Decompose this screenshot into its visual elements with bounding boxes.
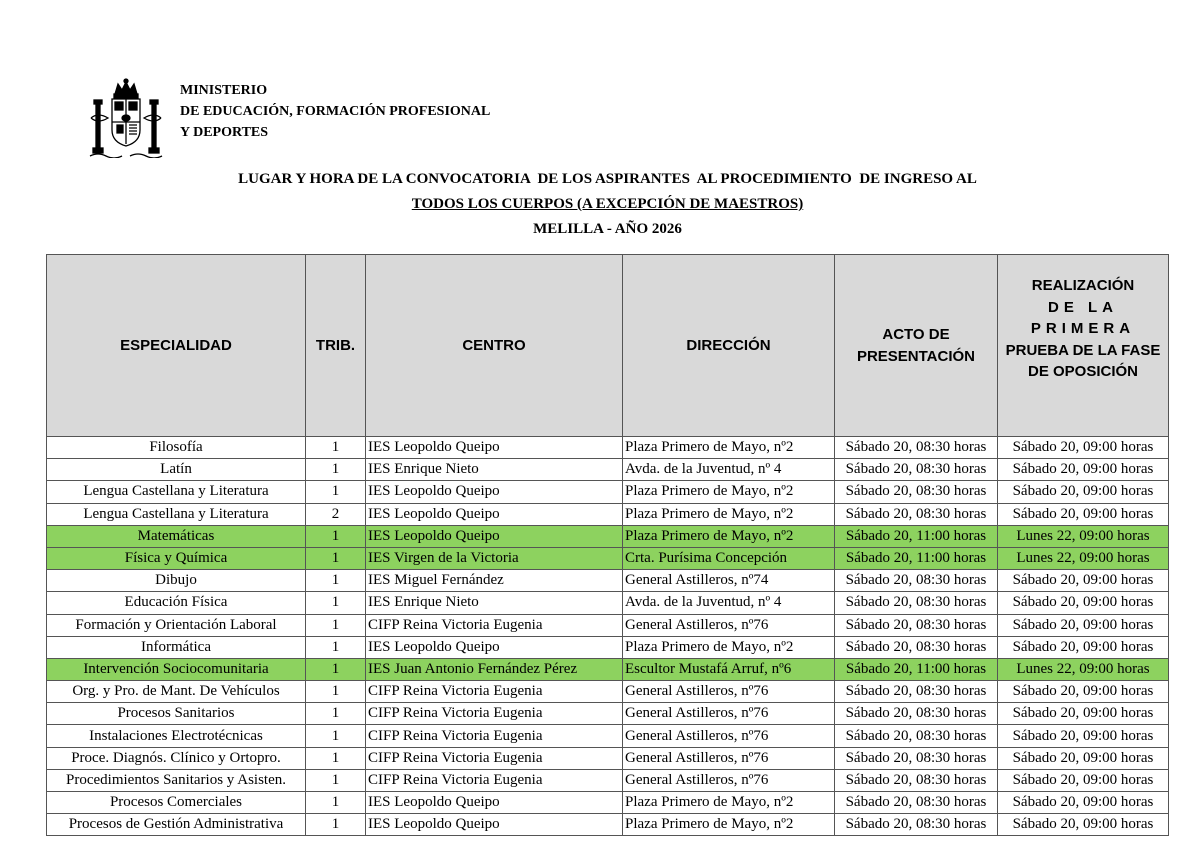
cell-direccion: General Astilleros, nº74	[623, 570, 835, 592]
table-row	[47, 459, 1169, 481]
header-realizacion-line-3: PRIMERA	[1030, 320, 1136, 337]
cell-prueba: Sábado 20, 09:00 horas	[998, 703, 1169, 725]
title-line-1: LUGAR Y HORA DE LA CONVOCATORIA DE LOS ASPIRANTES AL PROCEDIMIENTO DE INGRESO AL	[238, 171, 977, 187]
cell-acto: Sábado 20, 11:00 horas	[835, 525, 998, 547]
cell-especialidad: Intervención Sociocomunitaria	[47, 658, 306, 680]
cell-centro: CIFP Reina Victoria Eugenia	[366, 681, 623, 703]
cell-prueba: Sábado 20, 09:00 horas	[998, 636, 1169, 658]
cell-trib: 1	[306, 570, 366, 592]
header-direccion: DIRECCIÓN	[623, 255, 835, 437]
cell-trib: 1	[306, 459, 366, 481]
header-especialidad: ESPECIALIDAD	[47, 255, 306, 437]
cell-prueba: Sábado 20, 09:00 horas	[998, 570, 1169, 592]
table-row	[47, 437, 1169, 459]
cell-acto: Sábado 20, 08:30 horas	[835, 614, 998, 636]
table-row	[47, 658, 1169, 680]
ministry-line-3: Y DEPORTES	[180, 125, 269, 140]
header-realizacion-line-4: PRUEBA DE LA FASE DE OPOSICIÓN	[1005, 341, 1161, 380]
cell-prueba: Sábado 20, 09:00 horas	[998, 725, 1169, 747]
cell-especialidad: Matemáticas	[47, 525, 306, 547]
cell-direccion: Plaza Primero de Mayo, nº2	[623, 636, 835, 658]
cell-especialidad: Procedimientos Sanitarios y Asisten.	[47, 769, 306, 791]
cell-acto: Sábado 20, 08:30 horas	[835, 503, 998, 525]
cell-especialidad: Procesos Sanitarios	[47, 703, 306, 725]
cell-centro: IES Miguel Fernández	[366, 570, 623, 592]
table-row	[47, 481, 1169, 503]
cell-trib: 1	[306, 725, 366, 747]
table-row	[47, 814, 1169, 836]
table-row	[47, 703, 1169, 725]
cell-especialidad: Proce. Diagnós. Clínico y Ortopro.	[47, 747, 306, 769]
header-centro: CENTRO	[366, 255, 623, 437]
cell-centro: IES Enrique Nieto	[366, 459, 623, 481]
convocatoria-table	[46, 254, 1169, 836]
table-row	[47, 747, 1169, 769]
cell-prueba: Lunes 22, 09:00 horas	[998, 525, 1169, 547]
cell-trib: 1	[306, 681, 366, 703]
cell-centro: IES Enrique Nieto	[366, 592, 623, 614]
cell-trib: 1	[306, 547, 366, 569]
cell-centro: CIFP Reina Victoria Eugenia	[366, 747, 623, 769]
cell-direccion: General Astilleros, nº76	[623, 614, 835, 636]
cell-trib: 1	[306, 481, 366, 503]
cell-direccion: General Astilleros, nº76	[623, 703, 835, 725]
table-row	[47, 725, 1169, 747]
cell-direccion: Escultor Mustafá Arruf, nº6	[623, 658, 835, 680]
cell-acto: Sábado 20, 08:30 horas	[835, 703, 998, 725]
cell-especialidad: Instalaciones Electrotécnicas	[47, 725, 306, 747]
cell-direccion: Plaza Primero de Mayo, nº2	[623, 792, 835, 814]
cell-acto: Sábado 20, 08:30 horas	[835, 570, 998, 592]
cell-direccion: Plaza Primero de Mayo, nº2	[623, 481, 835, 503]
table-row	[47, 769, 1169, 791]
table-row	[47, 592, 1169, 614]
cell-centro: CIFP Reina Victoria Eugenia	[366, 703, 623, 725]
document-title	[0, 167, 1200, 242]
cell-acto: Sábado 20, 08:30 horas	[835, 725, 998, 747]
cell-prueba: Sábado 20, 09:00 horas	[998, 459, 1169, 481]
title-line-2: TODOS LOS CUERPOS (A EXCEPCIÓN DE MAESTROS)	[411, 196, 804, 212]
table-row	[47, 525, 1169, 547]
header-realizacion-line-2: DE LA	[1048, 298, 1118, 316]
cell-especialidad: Informática	[47, 636, 306, 658]
cell-centro: IES Leopoldo Queipo	[366, 503, 623, 525]
cell-acto: Sábado 20, 08:30 horas	[835, 459, 998, 481]
cell-prueba: Sábado 20, 09:00 horas	[998, 769, 1169, 791]
header-acto: ACTO DE PRESENTACIÓN	[835, 255, 998, 437]
cell-trib: 1	[306, 814, 366, 836]
cell-direccion: Avda. de la Juventud, nº 4	[623, 459, 835, 481]
cell-acto: Sábado 20, 08:30 horas	[835, 592, 998, 614]
cell-centro: IES Leopoldo Queipo	[366, 525, 623, 547]
cell-prueba: Sábado 20, 09:00 horas	[998, 437, 1169, 459]
cell-trib: 1	[306, 437, 366, 459]
cell-acto: Sábado 20, 11:00 horas	[835, 658, 998, 680]
cell-trib: 2	[306, 503, 366, 525]
cell-centro: IES Juan Antonio Fernández Pérez	[366, 658, 623, 680]
header-trib: TRIB.	[306, 255, 366, 437]
cell-direccion: Plaza Primero de Mayo, nº2	[623, 525, 835, 547]
cell-trib: 1	[306, 525, 366, 547]
cell-especialidad: Latín	[47, 459, 306, 481]
cell-trib: 1	[306, 592, 366, 614]
cell-direccion: Plaza Primero de Mayo, nº2	[623, 503, 835, 525]
header-realizacion	[998, 255, 1169, 437]
spain-coat-of-arms-icon	[88, 78, 164, 158]
table-row	[47, 614, 1169, 636]
cell-especialidad: Física y Química	[47, 547, 306, 569]
cell-prueba: Sábado 20, 09:00 horas	[998, 814, 1169, 836]
cell-trib: 1	[306, 614, 366, 636]
cell-acto: Sábado 20, 08:30 horas	[835, 814, 998, 836]
cell-centro: IES Leopoldo Queipo	[366, 636, 623, 658]
cell-centro: IES Virgen de la Victoria	[366, 547, 623, 569]
cell-centro: IES Leopoldo Queipo	[366, 437, 623, 459]
cell-direccion: General Astilleros, nº76	[623, 725, 835, 747]
cell-prueba: Sábado 20, 09:00 horas	[998, 747, 1169, 769]
cell-prueba: Sábado 20, 09:00 horas	[998, 503, 1169, 525]
cell-direccion: General Astilleros, nº76	[623, 747, 835, 769]
cell-direccion: General Astilleros, nº76	[623, 681, 835, 703]
cell-trib: 1	[306, 658, 366, 680]
table-header-row	[47, 255, 1169, 437]
cell-acto: Sábado 20, 08:30 horas	[835, 437, 998, 459]
table-body	[47, 437, 1169, 836]
cell-trib: 1	[306, 703, 366, 725]
cell-prueba: Sábado 20, 09:00 horas	[998, 481, 1169, 503]
table-row	[47, 547, 1169, 569]
cell-direccion: General Astilleros, nº76	[623, 769, 835, 791]
cell-acto: Sábado 20, 08:30 horas	[835, 681, 998, 703]
table-row	[47, 636, 1169, 658]
cell-centro: CIFP Reina Victoria Eugenia	[366, 614, 623, 636]
cell-direccion: Plaza Primero de Mayo, nº2	[623, 437, 835, 459]
header-realizacion-line-1: REALIZACIÓN	[1031, 277, 1135, 294]
table-row	[47, 792, 1169, 814]
cell-acto: Sábado 20, 08:30 horas	[835, 481, 998, 503]
cell-especialidad: Lengua Castellana y Literatura	[47, 503, 306, 525]
cell-acto: Sábado 20, 08:30 horas	[835, 792, 998, 814]
ministry-line-1: MINISTERIO	[180, 83, 268, 98]
cell-acto: Sábado 20, 11:00 horas	[835, 547, 998, 569]
cell-prueba: Sábado 20, 09:00 horas	[998, 792, 1169, 814]
cell-prueba: Lunes 22, 09:00 horas	[998, 658, 1169, 680]
cell-especialidad: Lengua Castellana y Literatura	[47, 481, 306, 503]
cell-prueba: Sábado 20, 09:00 horas	[998, 681, 1169, 703]
cell-direccion: Avda. de la Juventud, nº 4	[623, 592, 835, 614]
cell-prueba: Lunes 22, 09:00 horas	[998, 547, 1169, 569]
title-line-3: MELILLA - AÑO 2026	[533, 221, 682, 237]
ministry-line-2: DE EDUCACIÓN, FORMACIÓN PROFESIONAL	[180, 104, 491, 119]
cell-centro: CIFP Reina Victoria Eugenia	[366, 725, 623, 747]
cell-prueba: Sábado 20, 09:00 horas	[998, 592, 1169, 614]
cell-especialidad: Org. y Pro. de Mant. De Vehículos	[47, 681, 306, 703]
cell-centro: CIFP Reina Victoria Eugenia	[366, 769, 623, 791]
cell-trib: 1	[306, 769, 366, 791]
table-row	[47, 681, 1169, 703]
cell-especialidad: Educación Física	[47, 592, 306, 614]
cell-centro: IES Leopoldo Queipo	[366, 814, 623, 836]
cell-especialidad: Procesos Comerciales	[47, 792, 306, 814]
cell-acto: Sábado 20, 08:30 horas	[835, 747, 998, 769]
cell-especialidad: Filosofía	[47, 437, 306, 459]
cell-especialidad: Formación y Orientación Laboral	[47, 614, 306, 636]
cell-acto: Sábado 20, 08:30 horas	[835, 636, 998, 658]
cell-trib: 1	[306, 792, 366, 814]
table-row	[47, 503, 1169, 525]
table-row	[47, 570, 1169, 592]
cell-especialidad: Procesos de Gestión Administrativa	[47, 814, 306, 836]
cell-acto: Sábado 20, 08:30 horas	[835, 769, 998, 791]
cell-prueba: Sábado 20, 09:00 horas	[998, 614, 1169, 636]
cell-direccion: Crta. Purísima Concepción	[623, 547, 835, 569]
cell-trib: 1	[306, 636, 366, 658]
ministry-name	[180, 80, 600, 143]
cell-centro: IES Leopoldo Queipo	[366, 792, 623, 814]
cell-especialidad: Dibujo	[47, 570, 306, 592]
cell-centro: IES Leopoldo Queipo	[366, 481, 623, 503]
cell-trib: 1	[306, 747, 366, 769]
cell-direccion: Plaza Primero de Mayo, nº2	[623, 814, 835, 836]
